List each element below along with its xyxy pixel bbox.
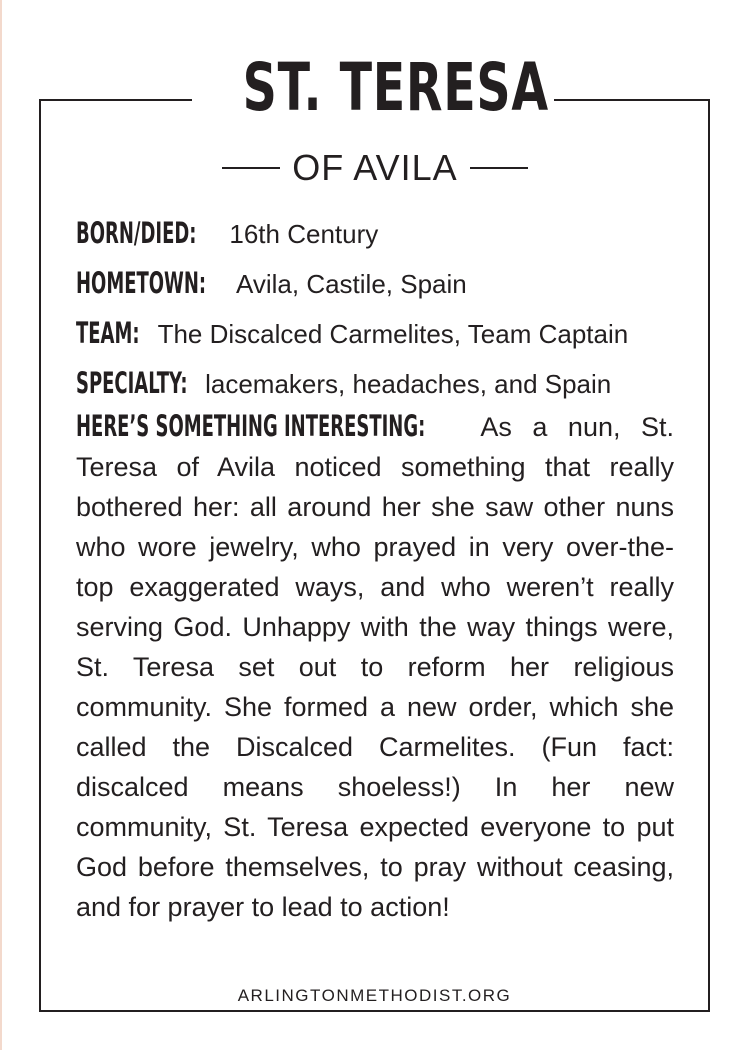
fact-value: The Discalced Carmelites, Team Captain bbox=[157, 319, 629, 349]
fact-label: BORN/DIED: bbox=[76, 216, 197, 250]
fact-label: TEAM: bbox=[76, 316, 140, 350]
fact-value: lacemakers, headaches, and Spain bbox=[205, 369, 612, 399]
fact-something-interesting bbox=[76, 406, 674, 927]
fact-specialty bbox=[76, 358, 674, 408]
footer-website: ARLINGTONMETHODIST.ORG bbox=[237, 986, 512, 1005]
story-label: HERE’S SOMETHING INTERESTING: bbox=[76, 409, 426, 443]
page-edge-accent bbox=[0, 0, 2, 1050]
story-text: As a nun, St. Teresa of Avila noticed something that really bothered her: all around her she saw other nuns who wore jewelry, who prayed in very over-the-top exaggerated ways, and who weren’t really serving God. Unhappy with the way things were, St. Teresa set out to reform her religious community. She formed a new order, which she called the Discalced Carmelites. (Fun fact: discalced means shoeless!) In her new community, St. Teresa expected everyone to put God before themselves, to pray without ceasing, and for prayer to lead to action! bbox=[76, 412, 674, 922]
subtitle-rule-right bbox=[470, 167, 528, 169]
card-content bbox=[76, 208, 674, 927]
fact-label: SPECIALTY: bbox=[76, 366, 188, 400]
subtitle-row bbox=[205, 146, 545, 190]
subtitle-rule-left bbox=[222, 167, 280, 169]
fact-team bbox=[76, 308, 674, 358]
fact-value: 16th Century bbox=[229, 219, 379, 249]
card-title: ST. TERESA bbox=[242, 49, 549, 126]
fact-value: Avila, Castile, Spain bbox=[235, 269, 467, 299]
fact-label: HOMETOWN: bbox=[76, 266, 207, 300]
fact-hometown bbox=[76, 258, 674, 308]
card-subtitle: OF AVILA bbox=[292, 147, 458, 188]
fact-born-died bbox=[76, 208, 674, 258]
